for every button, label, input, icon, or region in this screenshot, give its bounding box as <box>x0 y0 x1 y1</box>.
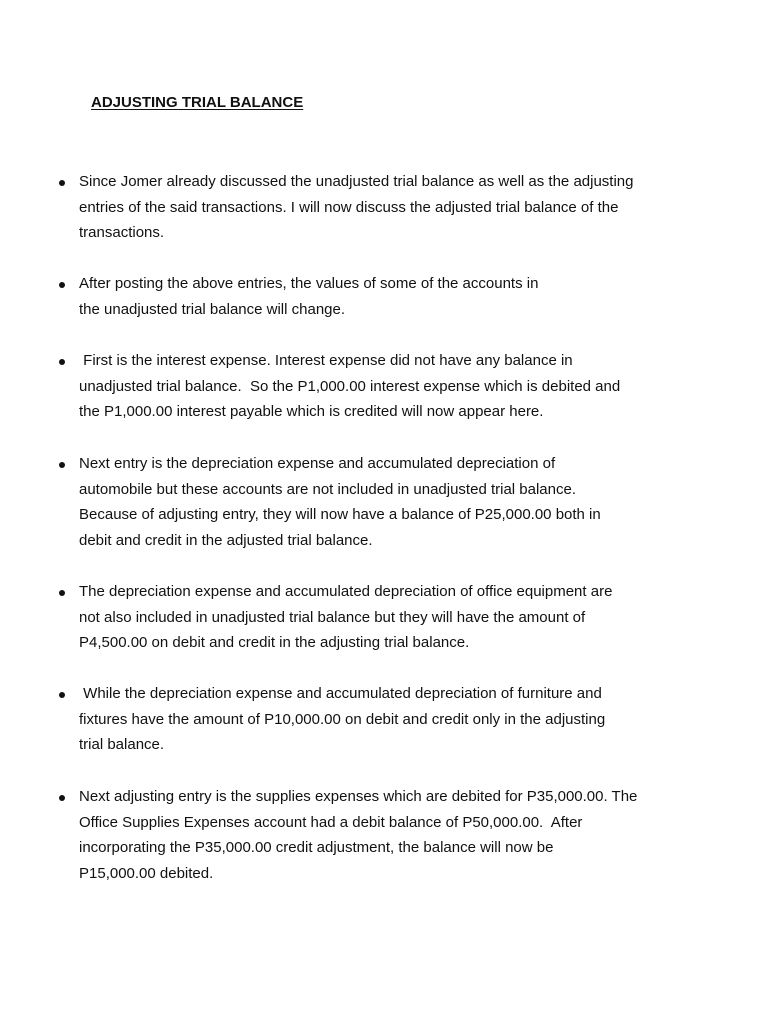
bullet-item-6 <box>79 681 689 758</box>
bullet-item-3 <box>79 348 689 425</box>
text-line: First is the interest expense. Interest expense did not have any balance in <box>79 352 573 369</box>
bullet-icon <box>59 282 65 288</box>
text-line: After posting the above entries, the values of some of the accounts in <box>79 275 539 292</box>
bullet-icon <box>59 180 65 186</box>
text-line: the P1,000.00 interest payable which is credited will now appear here. <box>79 403 544 420</box>
text-line: Next entry is the depreciation expense and accumulated depreciation of <box>79 455 556 472</box>
bullet-item-5 <box>79 579 689 656</box>
text-line: P15,000.00 debited. <box>79 864 214 882</box>
text-line: not also included in unadjusted trial balance but they will have the amount of <box>79 608 586 626</box>
bullet-icon <box>59 590 65 596</box>
text-line: incorporating the P35,000.00 credit adjustment, the balance will now be <box>79 839 554 856</box>
document-title: ADJUSTING TRIAL BALANCE <box>91 94 304 111</box>
text-line: The depreciation expense and accumulated depreciation of office equipment are <box>79 583 613 600</box>
text-line: Because of adjusting entry, they will now have a balance of P25,000.00 both in <box>79 506 601 523</box>
text-line: transactions. <box>79 224 165 241</box>
bullet-icon <box>59 359 65 365</box>
bullet-item-4 <box>79 451 689 553</box>
text-line: Since Jomer already discussed the unadjusted trial balance as well as the adjusting <box>79 173 634 190</box>
text-line: unadjusted trial balance. So the P1,000.00 interest expense which is debited and <box>79 377 621 395</box>
text-line: trial balance. <box>79 736 165 753</box>
text-line: entries of the said transactions. I will now discuss the adjusted trial balance of the <box>79 198 619 216</box>
text-line: P4,500.00 on debit and credit in the adjusting trial balance. <box>79 634 470 651</box>
text-line: the unadjusted trial balance will change. <box>79 300 346 318</box>
bullet-icon <box>59 692 65 698</box>
text-line: Office Supplies Expenses account had a debit balance of P50,000.00. After <box>79 813 583 831</box>
text-line: fixtures have the amount of P10,000.00 on debit and credit only in the adjusting <box>79 710 606 728</box>
text-line: While the depreciation expense and accumulated depreciation of furniture and <box>79 685 602 702</box>
bullet-icon <box>59 462 65 468</box>
bullet-item-2 <box>79 271 689 322</box>
text-line: automobile but these accounts are not included in unadjusted trial balance. <box>79 480 576 498</box>
text-line: debit and credit in the adjusted trial balance. <box>79 531 373 549</box>
bullet-icon <box>59 795 65 801</box>
text-line: Next adjusting entry is the supplies expenses which are debited for P35,000.00. The <box>79 788 638 805</box>
bullet-item-7 <box>79 784 689 886</box>
bullet-item-1 <box>79 169 689 246</box>
